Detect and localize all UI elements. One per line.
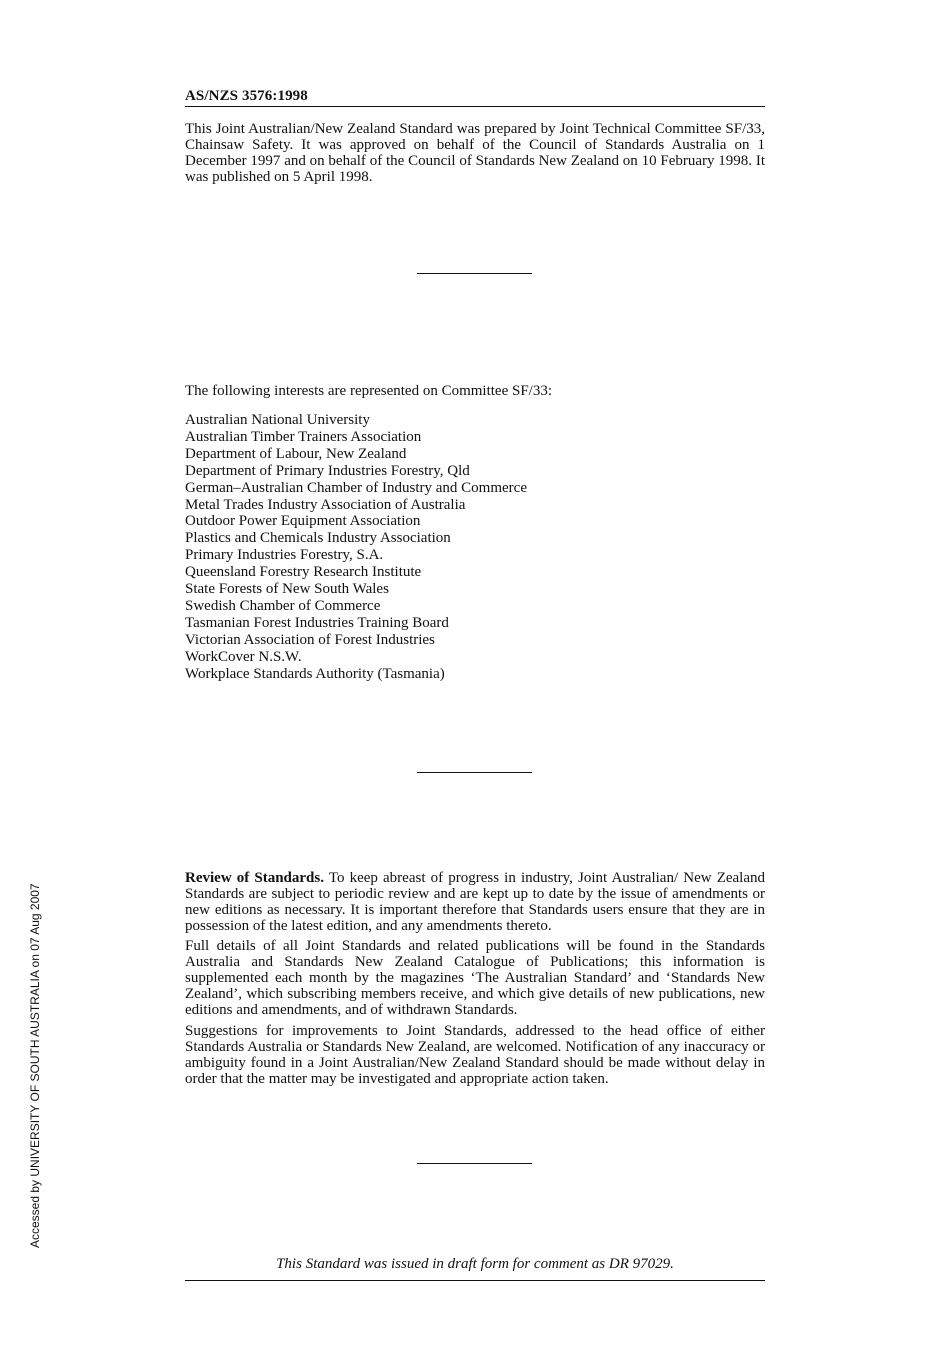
committee-member: Primary Industries Forestry, S.A. <box>185 547 384 564</box>
committee-member: Tasmanian Forest Industries Training Board <box>185 614 449 631</box>
committee-member: German–Australian Chamber of Industry and Commerce <box>185 479 527 496</box>
committee-member: Outdoor Power Equipment Association <box>185 513 421 530</box>
committee-member-list <box>185 412 527 683</box>
section-divider-2 <box>417 772 532 773</box>
committee-member: Department of Primary Industries Forestry, Qld <box>185 462 470 479</box>
committee-member: Metal Trades Industry Association of Australia <box>185 496 466 513</box>
committee-intro: The following interests are represented on Committee SF/33: <box>185 383 553 399</box>
intro-paragraph: This Joint Australian/New Zealand Standard was prepared by Joint Technical Committee SF/33, Chainsaw Safety. It was approved on behalf of the Council of Standards Australia on 1 December 1997 and on behalf of the Council of Standards New Zealand on 10 February 1998. It was published on 5 April 1998. <box>185 121 765 185</box>
review-heading: Review of Standards. <box>185 870 324 886</box>
committee-member: Department of Labour, New Zealand <box>185 445 407 462</box>
committee-member: State Forests of New South Wales <box>185 581 389 598</box>
committee-member: Australian National University <box>185 412 370 428</box>
section-divider-1 <box>417 273 532 274</box>
committee-member: Workplace Standards Authority (Tasmania) <box>185 665 445 682</box>
committee-member: Swedish Chamber of Commerce <box>185 597 381 614</box>
committee-member: Australian Timber Trainers Association <box>185 428 422 445</box>
review-body: To keep abreast of progress in industry, Joint Australian/ New Zealand Standards are subject to periodic review and are kept up to date by the issue of amendments or new editions as necessary. It is important therefore that Standards users ensure that they are in possession of the latest edition, and any amendments thereto. <box>185 870 765 934</box>
header-rule <box>185 106 765 107</box>
review-paragraph <box>185 870 765 934</box>
suggestions-paragraph: Suggestions for improvements to Joint Standards, addressed to the head office of either Standards Australia or Standards New Zealand, are welcomed. Notification of any inaccuracy or ambiguity found in a Joint Australian/New Zealand Standard should be made without delay in order that the matter may be investigated and appropriate action taken. <box>185 1023 765 1087</box>
standard-number-heading: AS/NZS 3576:1998 <box>185 88 308 104</box>
committee-member: Victorian Association of Forest Industries <box>185 631 435 648</box>
committee-member: WorkCover N.S.W. <box>185 648 302 665</box>
section-divider-3 <box>417 1163 532 1164</box>
footer-rule <box>185 1280 765 1281</box>
committee-member: Plastics and Chemicals Industry Association <box>185 530 451 547</box>
details-paragraph: Full details of all Joint Standards and related publications will be found in the Standards Australia and Standards New Zealand Catalogue of Publications; this information is supplemented each month by the magazines ‘The Australian Standard’ and ‘Standards New Zealand’, which subscribing members receive, and which give details of new publications, new editions and amendments, and of withdrawn Standards. <box>185 938 765 1018</box>
draft-note: This Standard was issued in draft form for comment as DR 97029. <box>276 1256 674 1272</box>
committee-member: Queensland Forestry Research Institute <box>185 564 422 581</box>
access-watermark: Accessed by UNIVERSITY OF SOUTH AUSTRALIA on 07 Aug 2007 <box>28 883 42 1248</box>
